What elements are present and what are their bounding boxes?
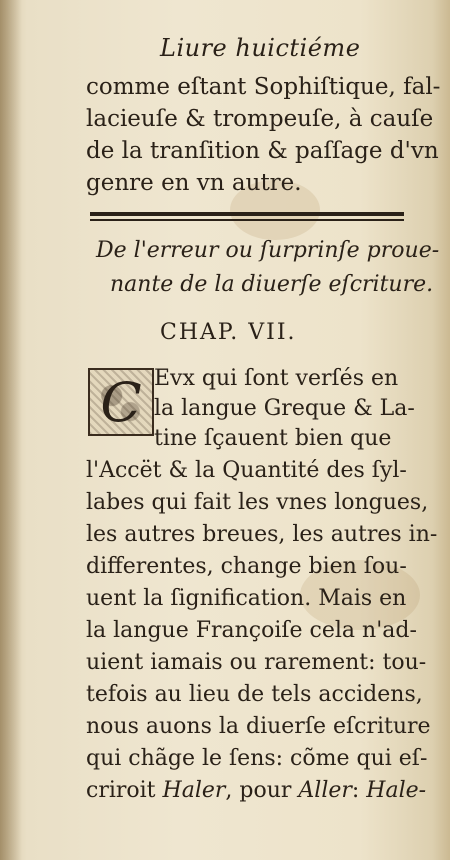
chapter-number: CHAP. VII. (160, 320, 297, 345)
body-line: tine ſçauent bien que (154, 426, 392, 451)
running-head: Liure huictiéme (160, 34, 361, 62)
body-line: la langue Greque & La- (154, 396, 415, 421)
italic-word: Haler (162, 778, 226, 803)
italic-word: Aller (298, 778, 352, 803)
text-fragment: , pour (225, 778, 299, 803)
text-line: genre en vn autre. (86, 170, 302, 196)
body-line-last (86, 778, 426, 803)
section-rule (90, 219, 404, 221)
body-line: uient iamais ou rarement: tou- (86, 650, 427, 675)
text-fragment: : (351, 778, 367, 803)
text-fragment: criroit (86, 778, 163, 803)
text-line: comme eſtant Sophiſtique, fal- (86, 74, 441, 100)
body-line: l'Accët & la Quantité des ſyl- (86, 458, 407, 483)
body-line: differentes, change bien ſou- (86, 554, 407, 579)
body-line: qui chãge le ſens: cõme qui eſ- (86, 746, 428, 771)
body-line: tefois au lieu de tels accidens, (86, 682, 423, 707)
body-line: la langue Françoiſe cela n'ad- (86, 618, 417, 643)
spine-shadow (0, 0, 22, 860)
body-line: Evx qui ſont verſés en (154, 366, 399, 391)
body-line: nous auons la diuerſe eſcriture (86, 714, 431, 739)
text-line: de la tranſition & paſſage d'vn (86, 138, 439, 164)
body-line: labes qui fait les vnes longues, (86, 490, 429, 515)
section-heading: De l'erreur ou ſurprinſe proue- (96, 238, 440, 263)
body-line: les autres breues, les autres in- (86, 522, 438, 547)
italic-word: Hale- (366, 778, 427, 803)
text-line: lacieuſe & trompeuſe, à cauſe (86, 106, 434, 132)
ornamental-dropcap: C (88, 368, 154, 436)
section-rule (90, 212, 404, 216)
body-line: uent la ſignification. Mais en (86, 586, 407, 611)
section-heading: nante de la diuerſe eſcriture. (110, 272, 434, 297)
